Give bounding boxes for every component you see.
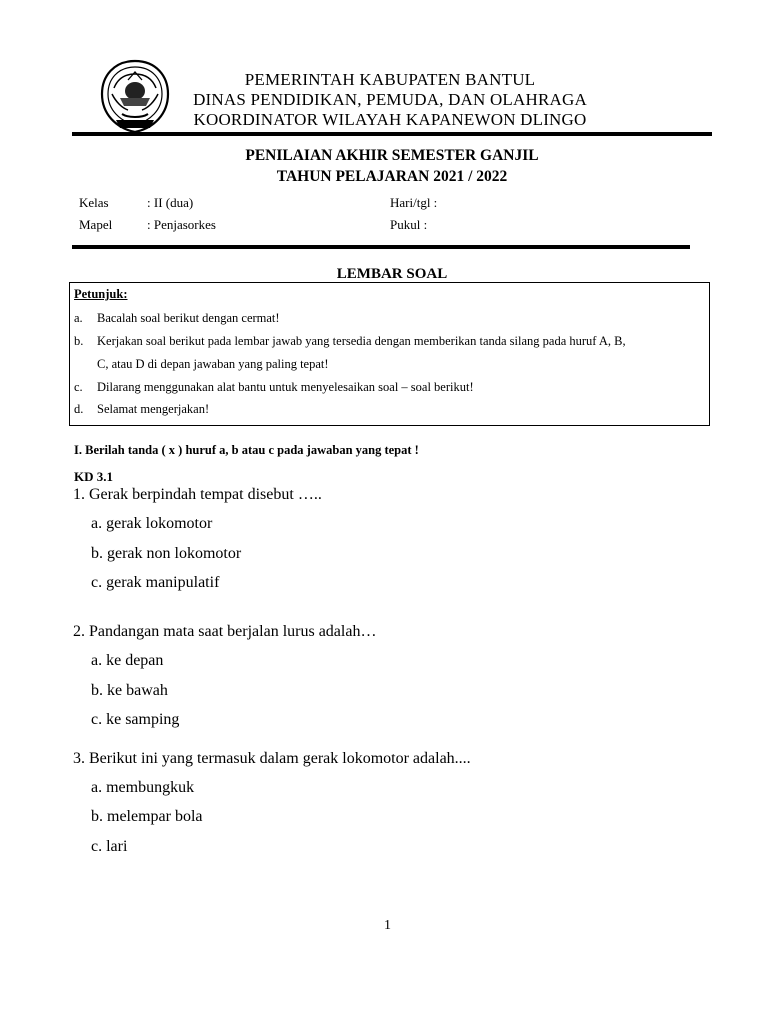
instruction-marker: c. <box>74 380 83 394</box>
instruction-text: Kerjakan soal berikut pada lembar jawab yang tersedia dengan memberikan tanda silang pada huruf A, B, <box>97 334 626 348</box>
exam-title: PENILAIAN AKHIR SEMESTER GANJIL <box>245 147 539 164</box>
kelas-value: : II (dua) <box>147 195 194 210</box>
kelas-label: Kelas <box>79 195 109 210</box>
instruction-text: Bacalah soal berikut dengan cermat! <box>97 311 280 325</box>
instruction-item <box>74 380 704 396</box>
kd-label: KD 3.1 <box>74 469 113 484</box>
instruction-item <box>74 334 704 350</box>
instruction-item <box>74 402 704 418</box>
instruction-text: Dilarang menggunakan alat bantu untuk menyelesaikan soal – soal berikut! <box>97 380 474 394</box>
question-1-option-a: a. gerak lokomotor <box>91 515 213 532</box>
instruction-marker: d. <box>74 402 84 416</box>
instruction-text: C, atau D di depan jawaban yang paling tepat! <box>97 357 329 371</box>
question-1: 1. Gerak berpindah tempat disebut ….. <box>73 486 322 503</box>
exam-year: TAHUN PELAJARAN 2021 / 2022 <box>276 168 508 185</box>
letterhead-line-3: KOORDINATOR WILAYAH KAPANEWON DLINGO <box>193 110 587 129</box>
meta-rule <box>72 245 690 249</box>
pukul-label: Pukul : <box>390 217 428 232</box>
sheet-title: LEMBAR SOAL <box>336 266 448 282</box>
instructions-title: Petunjuk: <box>74 287 128 301</box>
instruction-marker: a. <box>74 311 83 325</box>
question-2-option-c: c. ke samping <box>91 711 180 728</box>
question-3-option-b: b. melempar bola <box>91 808 203 825</box>
question-1-option-c: c. gerak manipulatif <box>91 574 220 591</box>
question-1-option-b: b. gerak non lokomotor <box>91 545 242 562</box>
section-heading: I. Berilah tanda ( x ) huruf a, b atau c pada jawaban yang tepat ! <box>74 443 419 457</box>
page-number: 1 <box>384 918 391 933</box>
letterhead-line-1: PEMERINTAH KABUPATEN BANTUL <box>244 70 536 89</box>
question-3-option-c: c. lari <box>91 838 128 855</box>
question-2-option-b: b. ke bawah <box>91 682 168 699</box>
letterhead-line-2: DINAS PENDIDIKAN, PEMUDA, DAN OLAHRAGA <box>193 90 587 109</box>
question-2-option-a: a. ke depan <box>91 652 164 669</box>
hari-label: Hari/tgl : <box>390 195 438 210</box>
instruction-item <box>74 311 704 327</box>
instruction-marker: b. <box>74 334 84 348</box>
question-3-option-a: a. membungkuk <box>91 779 195 796</box>
question-2: 2. Pandangan mata saat berjalan lurus adalah… <box>73 623 377 640</box>
mapel-value: : Penjasorkes <box>147 217 216 232</box>
instruction-item <box>74 357 704 373</box>
instruction-text: Selamat mengerjakan! <box>97 402 210 416</box>
letterhead-rule <box>72 132 712 136</box>
question-3: 3. Berikut ini yang termasuk dalam gerak lokomotor adalah.... <box>73 750 471 767</box>
mapel-label: Mapel <box>79 217 113 232</box>
